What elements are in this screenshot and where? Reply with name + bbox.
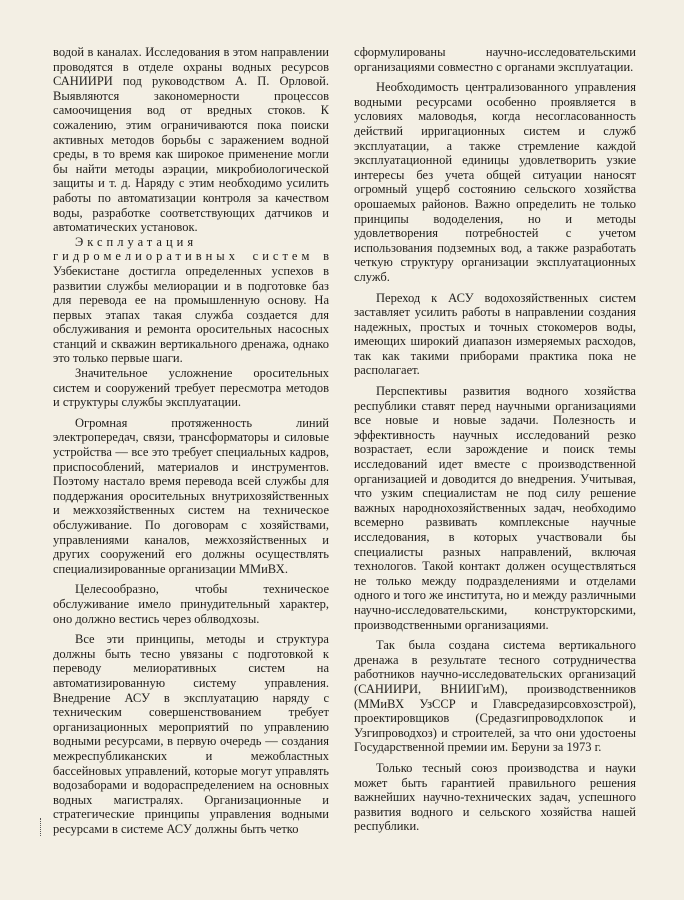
spaced-heading-text: Эксплуатация гидромелиоративных систем [53, 234, 314, 264]
paragraph: сформулированы научно-исследовательскими организациями совместно с органами эксплуатации. [354, 45, 636, 74]
paragraph: Целесообразно, чтобы техническое обслуживание имело принудительный характер, оно должно вестись через облводхозы. [53, 582, 329, 626]
paragraph: Огромная протяженность линий электропередач, связи, трансформаторы и силовые устройства — все это требует специальных кадров, приспособлений, материалов и инструментов. Поэтому настало время перевода всей службы для поддержания оросительных внутрихозяйственных и межхозяйственных систем на техническое обслуживание. По договорам с хозяйствами, управлениями каналов, межхозяйственных и других сооружений его должны осуществлять специализированные организации ММиВХ. [53, 415, 329, 576]
paragraph: Переход к АСУ водохозяйственных систем заставляет усилить работы в направлении создания надежных, простых и точных стокомеров воды, имеющих широкий диапазон измеряемых расходов, так как такими приборами практика пока не располагает. [354, 290, 636, 378]
paragraph: Значительное усложнение оросительных систем и сооружений требует пересмотра методов и структуры службы эксплуатации. [53, 366, 329, 410]
left-column [53, 45, 329, 836]
paragraph: Все эти принципы, методы и структура должны быть тесно увязаны с подготовкой к переводу мелиоративных систем на автоматизированную систему управления. Внедрение АСУ в эксплуатацию наряду с техническим совершенствованием требует организационных мероприятий по управлению водными ресурсами, в первую очередь — создания межреспубликанских и межобластных бассейновых управлений, которые могут управлять водозаборами и водораспределением на основных водных магистралях. Организационные и стратегические принципы управления водными ресурсами в системе АСУ должны быть четко [53, 632, 329, 836]
paragraph: Необходимость централизованного управления водными ресурсами особенно проявляется в условиях маловодья, когда несогласованность действий ирригационных систем и служб эксплуатации, а также стремление каждой эксплуатационной единицы удовлетворить узкие интересы без учета общей ситуации наносят огромный ущерб состоянию сельского хозяйства орошаемых районов. Важно определить не только принципы вододеления, но и методы удовлетворения потребностей с учетом использования подземных вод, а также разработать четкую структуру организации эксплуатационных служб. [354, 80, 636, 284]
paragraph [53, 235, 329, 366]
margin-mark [40, 818, 43, 836]
paragraph: Перспективы развития водного хозяйства республики ставят перед научными организациями все новые и новые задачи. Полезность и эффективность научных исследований резко возрастает, если зарождение и поиск темы исследований идет вместе с производственной организацией и доводится до внедрения. Учитывая, что узким специалистам не под силу решение важных народнохозяйственных задач, необходимо всемерно развивать комплексные научные исследования, в которых участвовали бы специалисты разных направлений, включая технологов. Такой контакт должен осуществляться не только между подразделениями и отделами одного и того же института, но и между различными научно-исследовательскими, конструкторскими, производственными организациями. [354, 384, 636, 632]
paragraph: Только тесный союз производства и науки может быть гарантией правильного решения важнейших научно-технических задач, успешного развития водного и сельского хозяйства нашей республики. [354, 760, 636, 834]
paragraph: Так была создана система вертикального дренажа в результате тесного сотрудничества работников научно-исследовательских организаций (САНИИРИ, ВНИИГиМ), производственников (ММиВХ УзССР и Главсредазирсовхозстрой), проектировщиков (Средазгипроводхлопок и Узгипроводхоз) и строителей, за что они удостоены Государственной премии им. Беруни за 1973 г. [354, 638, 636, 755]
right-column [354, 45, 636, 834]
paragraph-text: в Узбекистане достигла определенных успехов в развитии службы мелиорации и в подготовке баз для перевода ее на промышленную основу. На первых этапах такая служба создается для обслуживания и ремонта оросительных насосных станций и скважин вертикального дренажа, однако это только первые шаги. [53, 249, 329, 366]
paragraph: водой в каналах. Исследования в этом направлении проводятся в отделе охраны водных ресурсов САНИИРИ под руководством А. П. Орловой. Выявляются закономерности процессов самоочищения вод от вредных стоков. К сожалению, этим ограничиваются пока поиски активных методов борьбы с заражением водной среды, в то время как широкое применение могли бы найти методы аэрации, микробиологической защиты и т. д. Наряду с этим необходимо усилить работы по автоматизации контроля за качеством воды, разработке соответствующих датчиков и автоматических установок. [53, 45, 329, 235]
